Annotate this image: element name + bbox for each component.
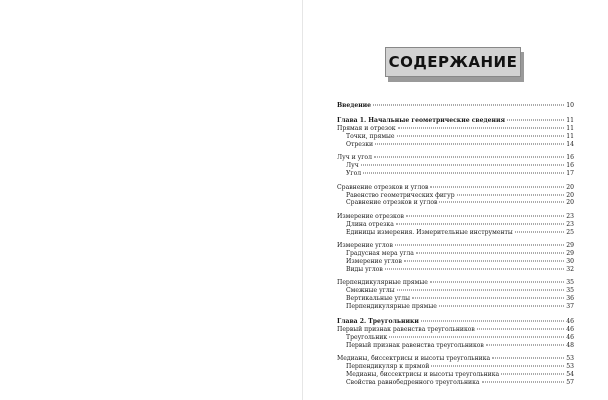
toc-entry [337, 295, 574, 303]
toc-entry-title: Вертикальные углы [346, 294, 411, 302]
toc-entry-title: Сравнение отрезков и углов [346, 199, 438, 207]
dot-leader [482, 381, 565, 382]
dot-leader [363, 173, 564, 174]
toc-entry-title: Перпендикуляр к прямой [346, 363, 430, 371]
toc-entry-title: Точки, прямые [346, 133, 395, 141]
section-spacer [337, 311, 574, 319]
toc-entry [337, 213, 574, 221]
toc-entry [337, 287, 574, 295]
toc-page-number: 35 [566, 286, 574, 294]
dot-leader [397, 136, 565, 137]
dot-leader [421, 321, 564, 322]
section-spacer [337, 110, 574, 118]
toc-page-number: 29 [566, 241, 574, 249]
toc-page-number: 10 [566, 102, 574, 109]
toc-entry-title: Виды углов [346, 265, 383, 273]
toc-entry [337, 355, 574, 363]
toc-page-number: 46 [566, 318, 574, 326]
toc-entry [337, 125, 574, 133]
toc-page-number: 53 [566, 355, 574, 363]
toc-entry [337, 154, 574, 162]
toc-entry-title: Глава 1. Начальные геометрические сведения [337, 117, 505, 125]
dot-leader [404, 260, 564, 261]
toc-entry-title: Измерение углов [346, 257, 402, 265]
dot-leader [397, 289, 565, 290]
toc-entry-title: Луч и угол [337, 154, 372, 162]
toc-entry-title: Равенство геометрических фигур [346, 191, 455, 199]
toc-page-number: 17 [566, 170, 574, 178]
toc-entry-title: Смежные углы [346, 286, 395, 294]
toc-page-number: 23 [566, 212, 574, 220]
dot-leader [457, 194, 565, 195]
toc-entry-title: Сравнение отрезков и углов [337, 183, 429, 191]
dot-leader [477, 328, 564, 329]
toc-page-number: 48 [566, 341, 574, 349]
toc-page-number: 37 [566, 302, 574, 310]
dot-leader [406, 215, 564, 216]
toc-entry [337, 266, 574, 274]
toc-entry [337, 133, 574, 141]
dot-leader [396, 223, 564, 224]
dot-leader [416, 252, 564, 253]
toc-entry [337, 184, 574, 192]
dot-leader [385, 268, 564, 269]
toc-page-number: 53 [566, 363, 574, 371]
dot-leader [431, 366, 564, 367]
toc-entry-title: Угол [346, 170, 362, 178]
dot-leader [492, 358, 564, 359]
toc-entry-title: Первый признак равенства треугольников [346, 341, 484, 349]
toc-entry-title: Перпендикулярные прямые [346, 302, 437, 310]
toc-page-number: 23 [566, 220, 574, 228]
toc-entry [337, 250, 574, 258]
toc-entry-title: Прямая и отрезок [337, 125, 396, 133]
dot-leader [398, 128, 565, 129]
toc-page-number: 11 [566, 133, 574, 141]
dot-leader [439, 305, 564, 306]
toc-entry-title: Перпендикулярные прямые [337, 279, 428, 287]
toc-entry-title: Градусная мера угла [346, 249, 414, 257]
toc-entry [337, 379, 574, 387]
toc-page-number: 16 [566, 162, 574, 170]
toc-entry [337, 102, 574, 110]
toc-entry [337, 363, 574, 371]
toc-entry [337, 303, 574, 311]
toc-entry [337, 221, 574, 229]
toc-page-number: 11 [566, 117, 574, 125]
toc-page-number: 46 [566, 333, 574, 341]
toc-page-number: 20 [566, 199, 574, 207]
toc-entry [337, 318, 574, 326]
toc-entry-title: Медианы, биссектрисы и высоты треугольника [346, 370, 500, 378]
toc-entry-title: Измерение отрезков [337, 212, 404, 220]
toc-entry [337, 229, 574, 237]
dot-leader [430, 186, 564, 187]
toc-entry [337, 342, 574, 350]
toc-entry [337, 141, 574, 149]
contents-heading-badge [385, 47, 525, 81]
toc-entry [337, 326, 574, 334]
toc-entry [337, 199, 574, 207]
toc-entry-title: Первый признак равенства треугольников [337, 325, 475, 333]
toc-entry [337, 258, 574, 266]
dot-leader [430, 282, 564, 283]
dot-leader [389, 336, 564, 337]
dot-leader [507, 120, 564, 121]
toc-page-number: 16 [566, 154, 574, 162]
toc-entry [337, 334, 574, 342]
dot-leader [501, 373, 564, 374]
toc-page-number: 20 [566, 183, 574, 191]
toc-page-number: 54 [566, 370, 574, 378]
contents-heading: СОДЕРЖАНИЕ [385, 47, 521, 77]
toc-page-number: 29 [566, 249, 574, 257]
dot-leader [486, 344, 564, 345]
toc-entry [337, 170, 574, 178]
page-spine-divider [302, 0, 303, 400]
dot-leader [375, 144, 564, 145]
toc-entry-title: Введение [337, 102, 372, 109]
toc-entry [337, 371, 574, 379]
toc-page-number: 57 [566, 378, 574, 386]
toc-page-number: 30 [566, 257, 574, 265]
toc-entry-title: Единицы измерения. Измерительные инструменты [346, 228, 513, 236]
toc-entry [337, 162, 574, 170]
toc-page-number: 25 [566, 228, 574, 236]
toc-page-number: 20 [566, 191, 574, 199]
toc-page-number: 32 [566, 265, 574, 273]
dot-leader [374, 157, 564, 158]
toc-page-number: 36 [566, 294, 574, 302]
toc-entry [337, 279, 574, 287]
dot-leader [395, 244, 564, 245]
toc-entry-title: Свойства равнобедренного треугольника [346, 378, 480, 386]
toc-entry-title: Треугольник [346, 333, 388, 341]
toc-entry [337, 117, 574, 125]
toc-entry-title: Измерение углов [337, 241, 393, 249]
dot-leader [515, 231, 564, 232]
toc-page-number: 35 [566, 279, 574, 287]
toc-entry-title: Длина отрезка [346, 220, 394, 228]
toc-page-number: 46 [566, 325, 574, 333]
toc-page-number: 14 [566, 141, 574, 149]
table-of-contents [337, 102, 574, 387]
toc-entry-title: Отрезки [346, 141, 374, 149]
toc-entry [337, 242, 574, 250]
toc-entry-title: Глава 2. Треугольники [337, 318, 419, 326]
toc-entry [337, 192, 574, 200]
dot-leader [361, 165, 565, 166]
toc-entry-title: Медианы, биссектрисы и высоты треугольника [337, 355, 491, 363]
toc-page-number: 11 [566, 125, 574, 133]
dot-leader [412, 297, 564, 298]
toc-entry-title: Луч [346, 162, 359, 170]
dot-leader [439, 202, 564, 203]
dot-leader [373, 105, 564, 106]
